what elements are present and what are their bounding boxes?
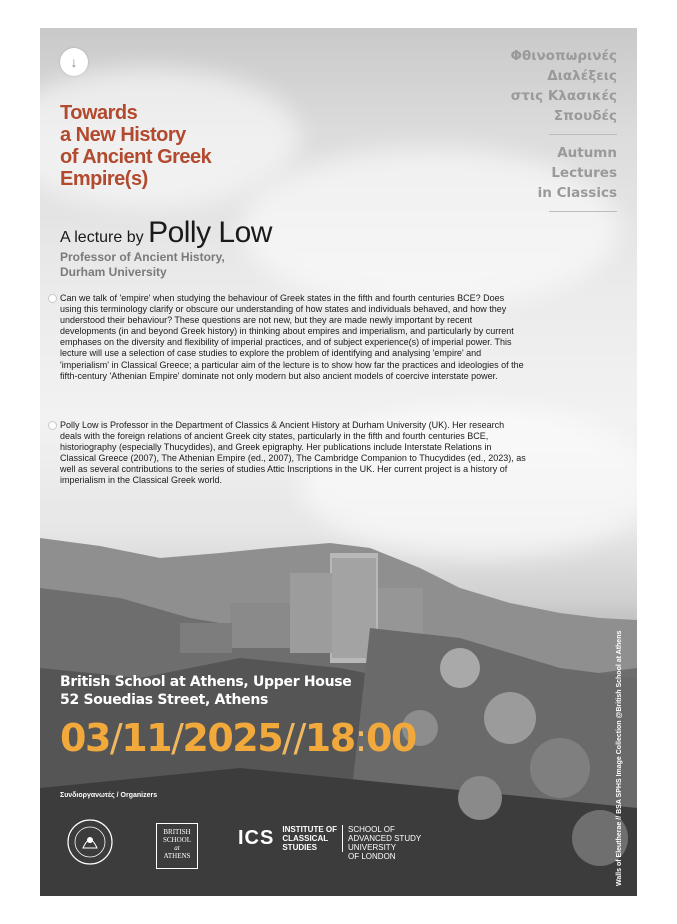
- affiliation-line: Durham University: [60, 265, 167, 279]
- ics-name-line: STUDIES: [282, 843, 318, 852]
- series-greek-line: Φθινοπωρινές: [510, 48, 617, 64]
- title-line: Empire(s): [60, 168, 148, 190]
- date-separator: /: [109, 716, 122, 760]
- venue-line: British School at Athens, Upper House: [60, 674, 352, 690]
- bsa-logo-line: at: [174, 844, 180, 852]
- divider: [549, 211, 617, 212]
- date-month: 11: [121, 716, 172, 760]
- series-greek-line: Διαλέξεις: [547, 68, 617, 84]
- time-separator: :: [354, 716, 366, 760]
- ics-logo: [238, 825, 421, 861]
- speaker-affiliation: [60, 250, 225, 280]
- series-greek-line: στις Κλασικές: [510, 88, 617, 104]
- ics-name: [282, 825, 343, 852]
- title-line: of Ancient Greek: [60, 146, 212, 168]
- venue-line: 52 Souedias Street, Athens: [60, 692, 269, 708]
- bullet-icon: [48, 421, 57, 430]
- ics-name-line: CLASSICAL: [282, 834, 329, 843]
- university-line: UNIVERSITY: [348, 843, 397, 852]
- title-line: Towards: [60, 102, 138, 124]
- university-name: [343, 825, 421, 861]
- series-name: [457, 46, 617, 220]
- abstract-paragraph: [60, 293, 528, 382]
- bio-paragraph: [60, 420, 528, 487]
- affiliation-line: Professor of Ancient History,: [60, 250, 225, 264]
- photo-credit: Walls of Eleutherae // BSA SPHS Image Collection @British School at Athens: [616, 630, 623, 886]
- speaker-line: [60, 216, 272, 250]
- date-day: 03: [60, 716, 110, 760]
- university-line: OF LONDON: [348, 852, 396, 861]
- lecture-title: [60, 102, 260, 190]
- abstract-text: Can we talk of 'empire' when studying the behaviour of Greek states in the fifth and fourth centuries BCE? Does using this terminology clarify or obscure our understanding of how states and individuals behaved, and how they understood their behaviour? These questions are not new, but they are made newly important by recent developments (in and beyond Greek history) in thinking about empires and imperialism, and particularly by current emphases on the diversity and flexibility of imperial practices, and of subject experience(s) of imperial power. This lecture will use a selection of case studies to explore the problem of identifying and analysing 'empire' and 'imperialism' in Classical Greece; a particular aim of the lecture is to show how far the practices and ideologies of the fifth-century 'Athenian Empire' dominate not only modern but also ancient models of coercive interstate power.: [60, 293, 524, 381]
- series-english-line: Autumn: [557, 145, 617, 161]
- organizers-label: Συνδιοργανωτές / Organizers: [60, 792, 158, 799]
- title-line: a New History: [60, 124, 186, 146]
- datetime-separator: //: [282, 716, 305, 760]
- university-line: ADVANCED STUDY: [348, 834, 422, 843]
- speaker-name: Polly Low: [148, 216, 272, 249]
- speaker-prefix: A lecture by: [60, 229, 144, 246]
- efa-seal-logo: [66, 818, 114, 866]
- date-year: 2025: [182, 716, 283, 760]
- divider: [549, 134, 617, 135]
- bio-text: Polly Low is Professor in the Department of Classics & Ancient History at Durham University (UK). Her research deals with the foreign relations of ancient Greek city states, particularly in the fifth and fourth centuries BCE, historiography (especially Thucydides), and Greek epigraphy. Her publications include Interstate Relations in Classical Greece (2007), The Athenian Empire (ed., 2007), The Cambridge Companion to Thucydides (ed., 2023), as well as several contributions to the series of studies Attic Inscriptions in the UK. Her current project is a history of imperialism in the Classical Greek world.: [60, 420, 526, 486]
- time-minute: 00: [365, 716, 416, 760]
- series-english-line: Lectures: [551, 165, 617, 181]
- university-line: SCHOOL OF: [348, 825, 395, 834]
- bsa-logo-line: ATHENS: [163, 852, 191, 860]
- event-datetime: [60, 716, 416, 760]
- date-separator: /: [171, 716, 183, 760]
- venue: [60, 673, 352, 709]
- ics-name-line: INSTITUTE OF: [282, 825, 338, 834]
- series-greek-line: Σπουδές: [553, 108, 617, 124]
- arrow-down-icon: ↓: [70, 54, 78, 70]
- bsa-logo-line: BRITISH: [163, 828, 191, 836]
- poster: [40, 28, 637, 896]
- series-english-line: in Classics: [537, 185, 617, 201]
- bullet-icon: [48, 294, 57, 303]
- bsa-logo: [156, 823, 198, 869]
- ics-abbr: ICS: [238, 827, 275, 849]
- scroll-down-button[interactable]: [60, 48, 88, 76]
- bsa-logo-line: SCHOOL: [162, 836, 191, 844]
- time-hour: 18: [304, 716, 355, 760]
